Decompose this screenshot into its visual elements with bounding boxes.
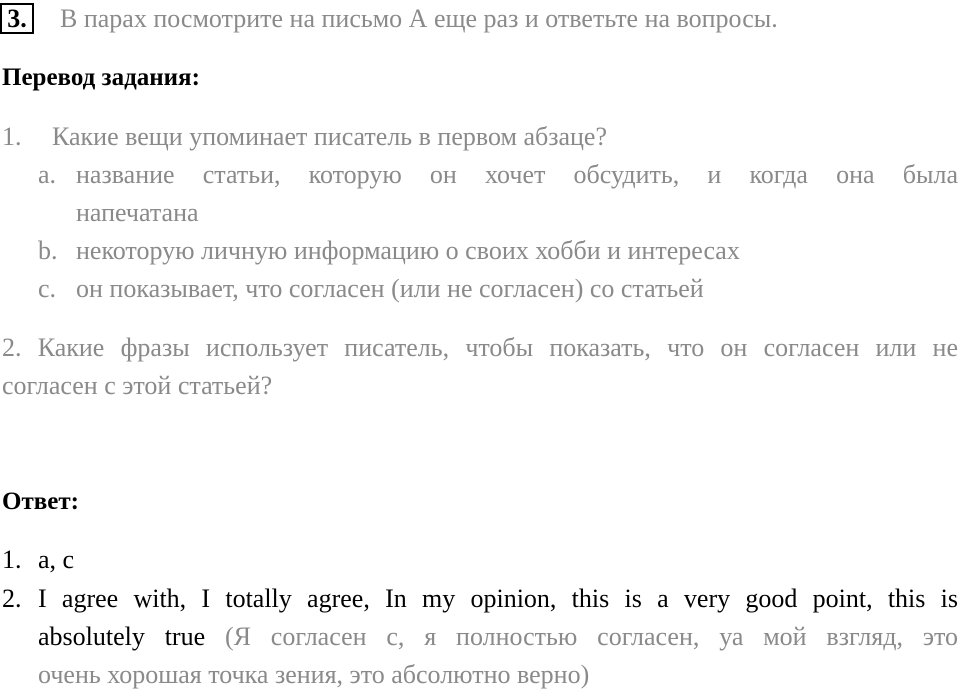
option-c-letter: c. — [38, 274, 57, 303]
question-1-number: 1. — [2, 122, 22, 151]
answer-2-russian-translation: (Я согласен с, я полностью согласен, уа мой взгляд, это — [205, 622, 958, 651]
option-b-text: некоторую личную информацию о своих хобби и интересах — [76, 236, 740, 265]
answer-2-text: I agree with, I totally agree, In my opinion, this is a very good point, this is — [38, 584, 958, 613]
task-header — [0, 3, 960, 39]
task-number-badge: 3. — [0, 3, 34, 34]
answer-2-text-line2 — [38, 622, 958, 652]
answer-1-number: 1. — [2, 545, 22, 574]
question-2-text-continued: согласен с этой статьей? — [2, 371, 273, 400]
answer-2-number: 2. — [2, 584, 22, 613]
question-1-text: Какие вещи упоминает писатель в первом абзаце? — [52, 122, 608, 151]
answer-1-text: a, c — [38, 545, 75, 574]
question-2-text: 2. Какие фразы использует писатель, чтобы показать, что он согласен или не — [2, 333, 958, 362]
translation-title: Перевод задания: — [2, 64, 200, 91]
option-a-letter: a. — [38, 160, 57, 189]
answer-title: Ответ: — [2, 488, 79, 515]
option-b-letter: b. — [38, 236, 58, 265]
option-c-text: он показывает, что согласен (или не согласен) со статьей — [76, 274, 704, 303]
option-a-text: название статьи, которую он хочет обсудить, и когда она была — [76, 160, 958, 189]
answer-2-text-line3: очень хорошая точка зения, это абсолютно верно) — [38, 660, 590, 689]
task-instruction: В парах посмотрите на письмо А еще раз и ответьте на вопросы. — [60, 4, 778, 33]
answer-2-english-phrase: absolutely true — [38, 622, 206, 651]
option-a-text-continued: напечатана — [76, 198, 199, 227]
